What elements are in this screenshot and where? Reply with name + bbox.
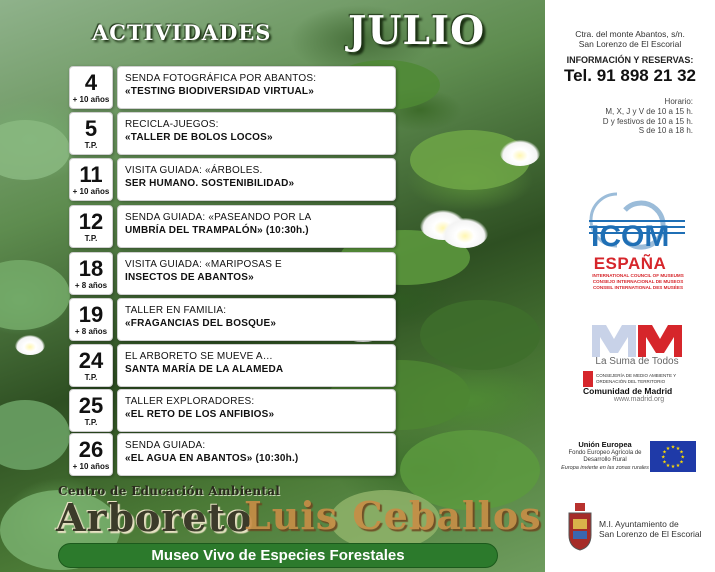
lily-pad — [0, 260, 70, 330]
activity-time: (10:30h.) — [252, 453, 299, 464]
day-number: 26 — [78, 437, 104, 462]
activity-name: SANTA MARÍA DE LA ALAMEDA — [125, 364, 284, 375]
coat-of-arms-icon — [567, 503, 593, 551]
opening-hours — [603, 97, 693, 136]
activity-description — [117, 205, 396, 248]
madrid-website: www.madrid.org — [613, 396, 665, 403]
age-range: + 8 años — [74, 327, 108, 336]
svg-text:★: ★ — [670, 444, 676, 451]
madrid-flag-icon — [583, 371, 593, 387]
hours-title: Horario: — [664, 97, 693, 106]
svg-text:★: ★ — [675, 462, 681, 469]
activity-name: SER HUMANO. SOSTENIBILIDAD» — [125, 178, 295, 189]
eu-title: Unión Europea — [578, 440, 632, 449]
water-lily-flower — [500, 140, 540, 166]
centro-label: Centro de Educación Ambiental — [58, 484, 281, 498]
icom-sub-line: CONSEIL INTERNATIONAL DES MUSÉES — [592, 285, 684, 290]
water-lily-flower — [442, 218, 488, 248]
date-badge — [69, 389, 113, 432]
activity-name: «EL AGUA EN ABANTOS» — [125, 453, 253, 464]
activity-type: VISITA GUIADA: «MARIPOSAS E — [125, 259, 282, 270]
svg-text:★: ★ — [680, 454, 686, 461]
lily-pad — [420, 300, 540, 370]
madrid-name: Comunidad de Madrid — [583, 386, 673, 396]
address-line: Ctra. del monte Abantos, s/n. — [575, 29, 685, 39]
hours-line: D y festivos de 10 a 15 h. — [602, 116, 693, 126]
age-range: + 10 años — [72, 95, 110, 104]
activity-description — [117, 389, 396, 432]
svg-text:★: ★ — [670, 464, 676, 471]
date-badge — [69, 112, 113, 155]
month-title: JULIO — [348, 8, 486, 54]
activity-name: UMBRÍA DEL TRAMPALÓN» — [125, 225, 263, 236]
eu-flag-icon — [650, 441, 696, 472]
icom-subtitle — [588, 273, 688, 291]
icom-sub-line: CONSEJO INTERNACIONAL DE MUSEOS — [592, 279, 684, 284]
svg-text:★: ★ — [675, 445, 681, 452]
activity-time: (10:30h.) — [262, 225, 309, 236]
svg-text:★: ★ — [660, 454, 666, 461]
age-range: T.P. — [84, 234, 98, 243]
ayuntamiento-line: M.I. Ayuntamiento de — [599, 519, 679, 529]
date-badge — [69, 66, 113, 109]
day-number: 12 — [78, 209, 104, 234]
day-number: 19 — [78, 302, 104, 327]
date-badge — [69, 252, 113, 295]
info-label: INFORMACIÓN Y RESERVAS: — [566, 55, 694, 65]
age-range: T.P. — [84, 141, 98, 150]
date-badge — [69, 205, 113, 248]
lily-pad — [0, 400, 70, 470]
activity-name: «TALLER DE BOLOS LOCOS» — [125, 132, 273, 143]
day-number: 24 — [78, 348, 104, 373]
address-line: San Lorenzo de El Escorial — [578, 39, 682, 49]
activity-type: VISITA GUIADA: «ÁRBOLES. — [125, 165, 263, 176]
date-badge — [69, 344, 113, 387]
arboreto-name: Luis Ceballos — [244, 493, 542, 538]
activities-title: ACTIVIDADES — [92, 20, 272, 45]
activity-type: SENDA FOTOGRÁFICA POR ABANTOS: — [125, 73, 317, 84]
svg-text:★: ★ — [662, 449, 667, 456]
museo-banner: Museo Vivo de Especies Forestales — [58, 543, 498, 568]
madrid-mm-logo — [590, 323, 684, 359]
svg-text:★: ★ — [679, 449, 684, 456]
eu-tagline: Europa invierte en las zonas rurales — [561, 465, 649, 471]
svg-text:★: ★ — [662, 459, 667, 466]
day-number: 11 — [79, 162, 103, 187]
phone-number: Tel. 91 898 21 32 — [563, 66, 696, 85]
address — [545, 29, 715, 49]
arboreto-word: Arboreto — [56, 495, 253, 540]
icom-sub-line: INTERNATIONAL COUNCIL OF MUSEUMS — [592, 273, 684, 278]
svg-text:★: ★ — [665, 462, 671, 469]
date-badge — [69, 298, 113, 341]
activity-description — [117, 66, 396, 109]
activity-description — [117, 298, 396, 341]
day-number: 5 — [84, 116, 98, 141]
activity-name: «FRAGANCIAS DEL BOSQUE» — [125, 318, 277, 329]
age-range: + 10 años — [72, 187, 110, 196]
day-number: 25 — [78, 393, 104, 418]
activity-name: INSECTOS DE ABANTOS» — [125, 272, 254, 283]
age-range: T.P. — [84, 418, 98, 427]
activity-type: SENDA GUIADA: — [125, 440, 206, 451]
svg-text:★: ★ — [679, 459, 684, 466]
activity-description — [117, 158, 396, 201]
activity-type: RECICLA-JUEGOS: — [125, 119, 219, 130]
activity-description — [117, 112, 396, 155]
svg-text:★: ★ — [665, 445, 671, 452]
day-number: 18 — [78, 256, 104, 281]
day-number: 4 — [84, 70, 98, 95]
ayuntamiento-name — [599, 519, 702, 539]
activity-name: «TESTING BIODIVERSIDAD VIRTUAL» — [125, 86, 314, 97]
icom-letters: ICOM — [591, 220, 670, 253]
madrid-department: CONSEJERÍA DE MEDIO AMBIENTE Y ORDENACIÓN DEL TERRITORIO — [596, 373, 677, 384]
icom-country: ESPAÑA — [593, 254, 667, 273]
activity-description — [117, 252, 396, 295]
info-column — [545, 0, 715, 572]
activity-type: EL ARBORETO SE MUEVE A… — [125, 351, 273, 362]
eu-fund: Fondo Europeo Agrícola de Desarrollo Rural — [568, 450, 642, 463]
hours-line: S de 10 a 18 h. — [638, 126, 693, 136]
lily-pad — [0, 120, 70, 180]
water-lily-flower — [15, 335, 45, 355]
date-badge — [69, 433, 113, 476]
ayuntamiento-line: San Lorenzo de El Escorial — [599, 529, 702, 539]
age-range: + 10 años — [72, 462, 110, 471]
activity-description — [117, 433, 396, 476]
date-badge — [69, 158, 113, 201]
age-range: T.P. — [84, 373, 98, 382]
activity-type: TALLER EN FAMILIA: — [125, 305, 227, 316]
age-range: + 8 años — [74, 281, 108, 290]
activity-type: SENDA GUIADA: «PASEANDO POR LA — [125, 212, 312, 223]
hours-line: M, X, J y V de 10 a 15 h. — [605, 106, 693, 116]
madrid-tagline: La Suma de Todos — [595, 356, 679, 367]
activity-name: «EL RETO DE LOS ANFIBIOS» — [125, 409, 275, 420]
activity-description — [117, 344, 396, 387]
icom-logo — [587, 190, 687, 254]
activity-type: TALLER EXPLORADORES: — [125, 396, 255, 407]
